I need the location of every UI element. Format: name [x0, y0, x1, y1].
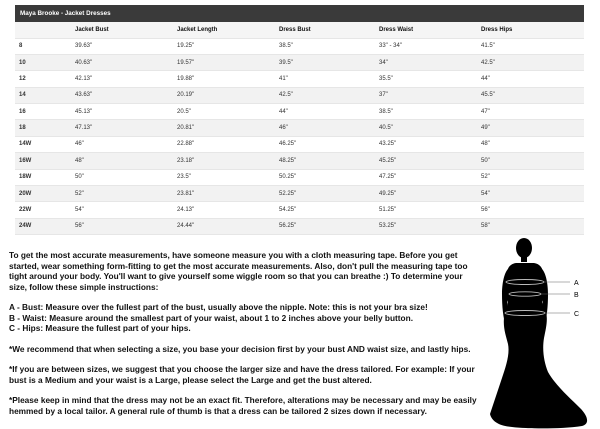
- column-header: Dress Bust: [275, 22, 375, 38]
- neck-shape: [521, 256, 527, 262]
- table-cell: 48": [477, 136, 584, 152]
- table-cell: 33" - 34": [375, 38, 477, 54]
- size-cell: 10: [15, 54, 71, 70]
- table-row: [15, 38, 584, 54]
- table-cell: 58": [477, 218, 584, 234]
- table-row: [15, 202, 584, 218]
- table-cell: 46.25": [275, 136, 375, 152]
- table-cell: 40.5": [375, 120, 477, 136]
- table-cell: 51.25": [375, 202, 477, 218]
- table-cell: 56.25": [275, 218, 375, 234]
- size-cell: 22W: [15, 202, 71, 218]
- size-cell: 14W: [15, 136, 71, 152]
- table-cell: 24.13": [173, 202, 275, 218]
- table-cell: 38.5": [375, 104, 477, 120]
- table-row: [15, 54, 584, 70]
- table-cell: 54": [477, 185, 584, 201]
- table-cell: 22.88": [173, 136, 275, 152]
- alterations-note: hemmed by a local tailor. A general rule of thumb is that a dress can be tailored 2 sizes down if necessary.: [9, 405, 427, 416]
- table-cell: 50": [71, 169, 173, 185]
- table-cell: 35.5": [375, 71, 477, 87]
- column-header: Dress Waist: [375, 22, 477, 38]
- size-cell: 20W: [15, 185, 71, 201]
- table-cell: 45.25": [375, 153, 477, 169]
- spacer: [9, 334, 487, 344]
- table-cell: 48.25": [275, 153, 375, 169]
- table-cell: 50.25": [275, 169, 375, 185]
- intro-line: size, follow these simple instructions:: [9, 281, 159, 292]
- table-row: [15, 169, 584, 185]
- table-cell: 46": [275, 120, 375, 136]
- size-cell: 16W: [15, 153, 71, 169]
- between-sizes-note: bust is a Medium and your waist is a Large, please select the Large and get the bust altered.: [9, 374, 372, 385]
- column-header: Jacket Length: [173, 22, 275, 38]
- table-cell: 42.5": [477, 54, 584, 70]
- table-cell: 41": [275, 71, 375, 87]
- table-cell: 52": [71, 185, 173, 201]
- table-cell: 53.25": [375, 218, 477, 234]
- table-row: [15, 185, 584, 201]
- table-cell: 38.5": [275, 38, 375, 54]
- table-cell: 52.25": [275, 185, 375, 201]
- table-cell: 42.13": [71, 71, 173, 87]
- table-cell: 49.25": [375, 185, 477, 201]
- table-cell: 45.13": [71, 104, 173, 120]
- hips-step: C - Hips: Measure the fullest part of your hips.: [9, 323, 191, 333]
- table-cell: 44": [275, 104, 375, 120]
- table-cell: 20.81": [173, 120, 275, 136]
- table-cell: 19.88": [173, 71, 275, 87]
- waist-step: B - Waist: Measure around the smallest part of your waist, about 1 to 2 inches above your belly button.: [9, 312, 414, 323]
- spacer: [9, 385, 487, 395]
- measurement-instructions: [9, 250, 487, 416]
- size-cell: 24W: [15, 218, 71, 234]
- table-row: [15, 120, 584, 136]
- column-header: Dress Hips: [477, 22, 584, 38]
- spacer: [9, 292, 487, 302]
- table-row: [15, 87, 584, 103]
- table-cell: 42.5": [275, 87, 375, 103]
- alterations-note: *Please keep in mind that the dress may not be an exact fit. Therefore, alterations may be necessary and may be easily: [9, 395, 477, 405]
- table-row: [15, 218, 584, 234]
- table-row: [15, 71, 584, 87]
- measurement-figure: [490, 236, 600, 429]
- table-cell: 45.5": [477, 87, 584, 103]
- table-cell: 20.19": [173, 87, 275, 103]
- table-title-row: [15, 5, 584, 22]
- label-c: C: [574, 311, 580, 318]
- spacer: [9, 354, 487, 364]
- table-cell: 40.63": [71, 54, 173, 70]
- intro-line: tight around your body. You'll want to give yourself some wiggle room so that you can breathe :) To determine your: [9, 271, 463, 281]
- table-cell: 39.63": [71, 38, 173, 54]
- table-cell: 49": [477, 120, 584, 136]
- table-row: [15, 104, 584, 120]
- size-recommendation-note: *We recommend that when selecting a size, you base your decision first by your bust AND waist size, and lastly hips.: [9, 343, 471, 354]
- table-title: Maya Brooke - Jacket Dresses: [15, 5, 584, 22]
- size-cell: 16: [15, 104, 71, 120]
- table-header-row: [15, 22, 584, 38]
- table-cell: 46": [71, 136, 173, 152]
- table-cell: 56": [477, 202, 584, 218]
- size-cell: 12: [15, 71, 71, 87]
- column-header: [15, 22, 71, 38]
- bust-step: A - Bust: Measure over the fullest part of the bust, usually above the nipple. Note: this is not your bra size!: [9, 302, 428, 312]
- size-cell: 18W: [15, 169, 71, 185]
- table-cell: 52": [477, 169, 584, 185]
- table-cell: 19.57": [173, 54, 275, 70]
- table-cell: 50": [477, 153, 584, 169]
- table-cell: 56": [71, 218, 173, 234]
- table-cell: 43.25": [375, 136, 477, 152]
- table-cell: 47.13": [71, 120, 173, 136]
- silhouette: [490, 238, 587, 428]
- table-cell: 20.5": [173, 104, 275, 120]
- table-cell: 39.5": [275, 54, 375, 70]
- intro-line: started, wear something form-fitting to get the most accurate measurements. Also, don't pull the measuring tape too: [9, 260, 468, 271]
- label-a: A: [574, 280, 579, 287]
- table-cell: 47": [477, 104, 584, 120]
- table-cell: 23.18": [173, 153, 275, 169]
- table-row: [15, 153, 584, 169]
- table-cell: 19.25": [173, 38, 275, 54]
- table-cell: 37": [375, 87, 477, 103]
- intro-line: To get the most accurate measurements, have someone measure you with a cloth measuring tape. Before you get: [9, 250, 458, 260]
- label-b: B: [574, 292, 579, 299]
- table-cell: 23.5": [173, 169, 275, 185]
- table-cell: 34": [375, 54, 477, 70]
- table-cell: 43.63": [71, 87, 173, 103]
- table-cell: 47.25": [375, 169, 477, 185]
- size-cell: 8: [15, 38, 71, 54]
- table-cell: 54": [71, 202, 173, 218]
- table-row: [15, 136, 584, 152]
- column-header: Jacket Bust: [71, 22, 173, 38]
- head-shape: [516, 238, 532, 258]
- size-chart-table: [15, 5, 584, 235]
- size-cell: 14: [15, 87, 71, 103]
- table-cell: 54.25": [275, 202, 375, 218]
- table-cell: 24.44": [173, 218, 275, 234]
- table-cell: 41.5": [477, 38, 584, 54]
- size-cell: 18: [15, 120, 71, 136]
- dress-silhouette-illustration: [490, 236, 600, 429]
- table-cell: 48": [71, 153, 173, 169]
- table-cell: 44": [477, 71, 584, 87]
- between-sizes-note: *If you are between sizes, we suggest that you choose the larger size and have the dress tailored. For example: If your: [9, 364, 475, 374]
- table-cell: 23.81": [173, 185, 275, 201]
